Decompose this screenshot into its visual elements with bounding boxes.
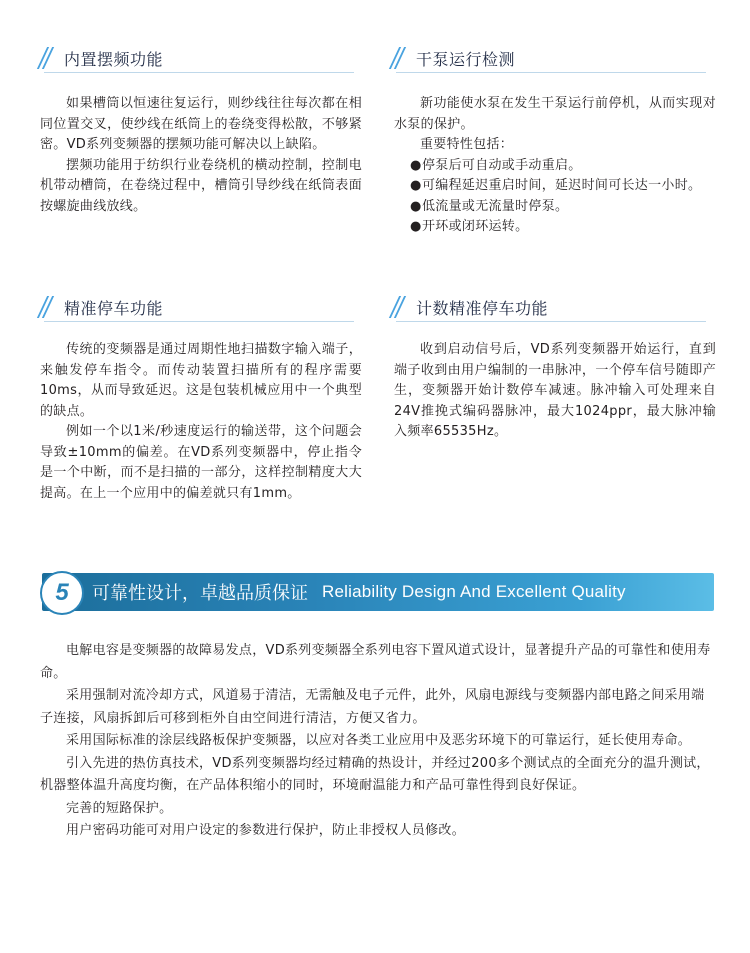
section-body-count-stop <box>394 340 716 443</box>
paragraph: 传统的变频器是通过周期性地扫描数字输入端子，来触发停车指令。而传动装置扫描所有的程序需要10ms，从而导致延迟。这是包装机械应用中一个典型的缺点。 <box>40 342 362 419</box>
section-header-precise-stop <box>40 294 360 320</box>
list-item: ● 可编程延迟重启时间，延迟时间可长达一小时。 <box>394 176 716 197</box>
section-title-swing: 内置摆频功能 <box>64 49 164 69</box>
section-header-count-stop <box>392 294 712 320</box>
header-underline <box>396 72 706 73</box>
section-body-precise-stop <box>40 340 362 504</box>
bullet-icon: ● <box>410 157 422 173</box>
section-number: 5 <box>55 579 69 606</box>
paragraph: 例如一个以1米/秒速度运行的输送带，这个问题会导致±10mm的偏差。在VD系列变频器中，停止指令是一个中断，而不是扫描的一部分，这样控制精度大大提高。在上一个应用中的偏差就只有1mm。 <box>40 424 362 501</box>
paragraph: 收到启动信号后，VD系列变频器开始运行，直到端子收到由用户编制的一串脉冲，一个停车信号随即产生，变频器开始计数停车减速。脉冲输入可处理来自24V推挽式编码器脉冲，最大1024ppr，最大脉冲输入频率65535Hz。 <box>394 342 716 439</box>
paragraph: 摆频功能用于纺织行业卷绕机的横动控制，控制电机带动槽筒，在卷绕过程中，槽筒引导纱线在纸筒表面按螺旋曲线放线。 <box>40 157 362 214</box>
header-underline <box>44 72 354 73</box>
list-item: ● 低流量或无流量时停泵。 <box>394 197 716 218</box>
paragraph: 如果槽筒以恒速往复运行，则纱线往往每次都在相同位置交叉，使纱线在纸筒上的卷绕变得松散，不够紧密。VD系列变频器的摆频功能可解决以上缺陷。 <box>40 96 362 152</box>
paragraph: 新功能使水泵在发生干泵运行前停机，从而实现对水泵的保护。 <box>394 96 716 132</box>
banner-title-en: Reliability Design And Excellent Quality <box>322 582 626 601</box>
section-title-dry-pump: 干泵运行检测 <box>416 49 516 69</box>
header-underline <box>396 321 706 322</box>
section5-body <box>40 640 716 843</box>
section-title-precise-stop: 精准停车功能 <box>64 298 164 318</box>
banner-title-cn: 可靠性设计，卓越品质保证 <box>92 583 308 604</box>
features-label: 重要特性包括： <box>420 137 514 152</box>
section-body-dry-pump <box>394 94 716 238</box>
slash-decoration-icon <box>40 296 54 318</box>
section-body-swing <box>40 94 362 217</box>
section-header-swing <box>40 45 360 71</box>
paragraph: 完善的短路保护。 <box>66 800 173 816</box>
list-item: ● 开环或闭环运转。 <box>394 217 716 238</box>
section-banner <box>42 573 714 611</box>
slash-decoration-icon <box>40 47 54 69</box>
bullet-icon: ● <box>410 178 422 193</box>
paragraph: 引入先进的热仿真技术，VD系列变频器均经过精确的热设计，并经过200多个测试点的全面充分的温升测试，机器整体温升高度均衡，在产品体积缩小的同时，环境耐温能力和产品可靠性得到良好保证。 <box>40 755 710 793</box>
bullet-icon: ● <box>410 219 422 234</box>
header-underline <box>44 321 354 322</box>
paragraph: 采用国际标准的涂层线路板保护变频器，以应对各类工业应用中及恶劣环境下的可靠运行，延长使用寿命。 <box>66 733 692 748</box>
bullet-icon: ● <box>410 198 422 214</box>
paragraph: 采用强制对流冷却方式，风道易于清洁，无需触及电子元件，此外，风扇电源线与变频器内部电路之间采用端子连接，风扇拆卸后可移到柜外自由空间进行清洁，方便又省力。 <box>40 688 705 726</box>
section-title-count-stop: 计数精准停车功能 <box>416 298 549 318</box>
section-header-dry-pump <box>392 45 712 71</box>
paragraph: 用户密码功能可对用户设定的参数进行保护，防止非授权人员修改。 <box>66 823 466 838</box>
slash-decoration-icon <box>392 47 406 69</box>
list-item: ● 停泵后可自动或手动重启。 <box>394 156 716 177</box>
section-number-badge <box>40 571 84 615</box>
paragraph: 电解电容是变频器的故障易发点，VD系列变频器全系列电容下置风道式设计，显著提升产品的可靠性和使用寿命。 <box>40 643 711 681</box>
slash-decoration-icon <box>392 296 406 318</box>
